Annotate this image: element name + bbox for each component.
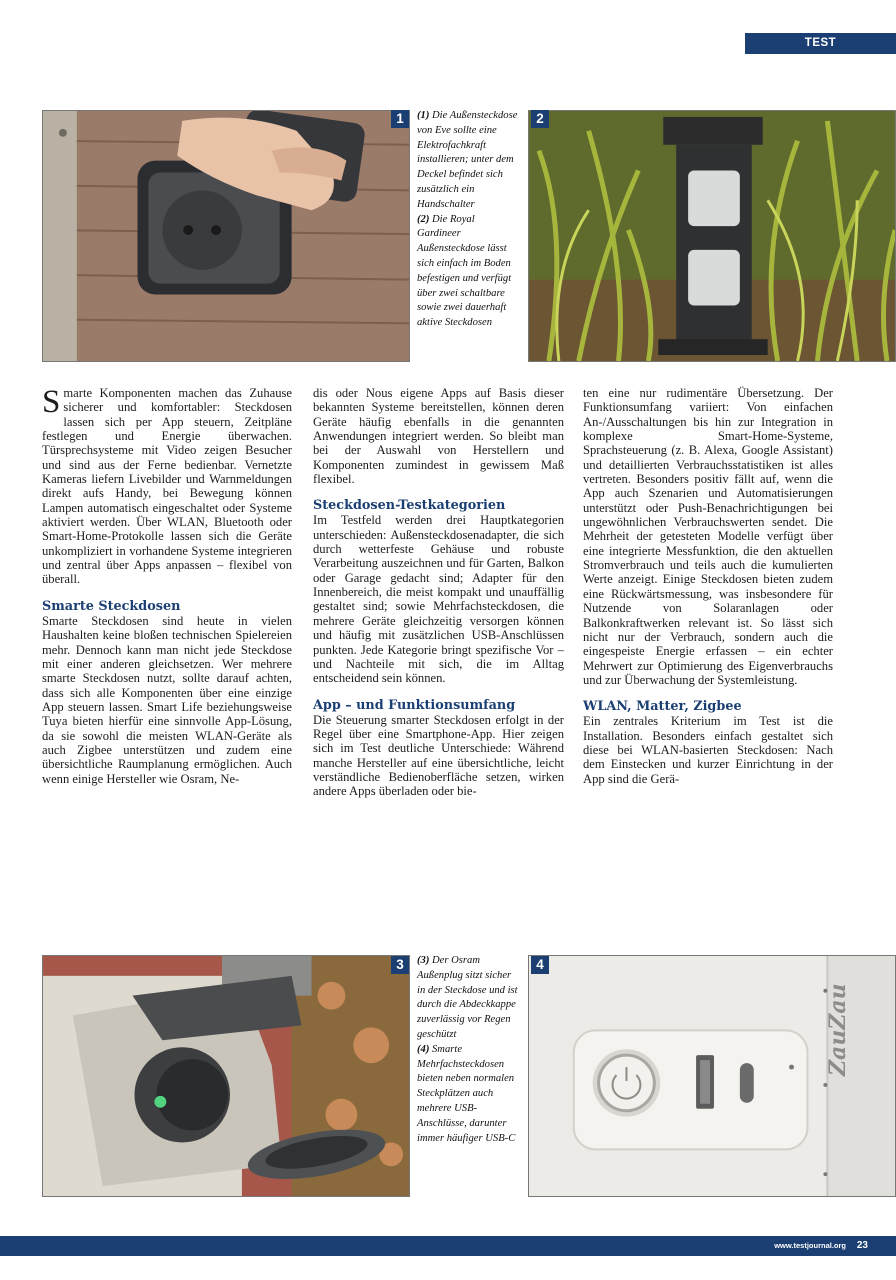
caption-3: [417, 954, 521, 1043]
heading-app-funktionsumfang: App – und Funktionsumfang: [313, 697, 516, 713]
caption-bottom: [417, 954, 521, 1146]
photo-4-brand-label: ZauZau: [825, 983, 851, 1076]
caption-2-number: (2): [417, 213, 430, 225]
paragraph-testkategorien: Im Testfeld werden drei Hauptkategorien unterschieden: Außensteckdosenadapter, die sich durch wetterfeste Gehäuse und robuste Verarbeitung auszeichnen und für Garten, Balkon oder Garage gedacht sind; Adapter für den Innenbereich, die meist kompakt und unauffällig gestaltet sind; sowie Mehrfachsteckdosen, die mehrere Geräte gleichzeitig versorgen können und häufig mit zusätzlichen USB-Anschlüssen punkten. Jede Kategorie bringt spezifische Vor – und Nachteile mit sich, die im Alltag entscheidend sein können.: [313, 513, 564, 686]
intro-paragraph: [42, 386, 292, 587]
paragraph-smarte-steckdosen-cont: dis oder Nous eigene Apps auf Basis dieser bekannten Systeme bereitstellen, können deren Geräte häufig ebenfalls in die genannten Anwendungen integriert werden. So bleibt man bei der Auswahl von Herstellern und Komponenten zumindest in gewissem Maß flexibel.: [313, 386, 564, 487]
photo-garden-socket-pillar: [528, 110, 896, 362]
heading-testkategorien: Steckdosen-Testkategorien: [313, 498, 506, 514]
paragraph-app-funktionsumfang: Die Steuerung smarter Steckdosen erfolgt in der Regel über eine Smartphone-App. Hier zeigen sich im Test deutliche Unterschiede: Während manche Hersteller auf eine übersichtliche, leicht verständliche Bedienoberfläche setzen, wirken andere Apps überladen oder bie-: [313, 712, 564, 799]
column-1: [42, 386, 292, 786]
paragraph-app-funktionsumfang-cont: ten eine nur rudimentäre Übersetzung. Der Funktionsumfang variiert: Von einfachen An-/Ausschaltungen bis hin zur Integration in komplexe Smart-Home-Systeme, Sprachsteuerung (z. B. Alexa, Google Assistant) und detaillierten Verbrauchsstatistiken ist alles vertreten. Besonders positiv fällt auf, wenn die App auch Szenarien und Automatisierungen unterstützt oder Push-Benachrichtigungen bei ungewöhnlichen Verbrauchswerten sendet. Die Mehrheit der getesteten Modelle verfügt über eine integrierte Messfunktion, die den aktuellen Stromverbrauch und teils auch die kumulierten Werte anzeigt. Einige Steckdosen bieten zudem eine Rückwärtsmessung, was insbesondere für Nutzende von Solaranlagen oder Balkonkraftwerken relevant ist. So lässt sich nicht nur der Verbrauch, sondern auch die eingespeiste Energie erfassen – ein echter Mehrwert zur Optimierung des Eigenverbrauchs und zur Überwachung der Systemleistung.: [583, 386, 833, 687]
caption-2-text: Die Royal Gardineer Außensteckdose lässt sich einfach im Boden befestigen und verfügt über zwei schaltbare sowie zwei dauerhaft aktive Steckdosen: [417, 213, 512, 329]
photo-osram-outdoor-plug: [42, 955, 410, 1197]
caption-2: [417, 213, 521, 331]
footer-bar: [0, 1236, 896, 1256]
photo-number-3: 3: [391, 956, 409, 974]
heading-smarte-steckdosen: Smarte Steckdosen: [42, 598, 181, 614]
caption-4-number: (4): [417, 1043, 430, 1055]
caption-top: [417, 109, 521, 331]
photo-number-4: 4: [531, 956, 549, 974]
page-number: 23: [856, 1240, 868, 1251]
caption-1: [417, 109, 521, 213]
caption-1-number: (1): [417, 110, 430, 121]
photo-power-strip-usb: [528, 955, 896, 1197]
footer-url[interactable]: www.testjournal.org: [774, 1241, 846, 1250]
photo-outdoor-socket-eve: [42, 110, 410, 362]
caption-4-text: Smarte Mehrfachsteckdosen bieten neben normalen Steckplätzen auch mehrere USB-Anschlüsse, darunter immer häufiger USB-C: [417, 1043, 516, 1144]
caption-1-text: Die Außensteckdose von Eve sollte eine Elektrofachkraft installieren; unter dem Deckel befindet sich zusätzlich ein Handschalter: [417, 110, 518, 210]
caption-3-text: Der Osram Außenplug sitzt sicher in der Steckdose und ist durch die Abdeckkappe zuverlässig vor Regen geschützt: [417, 955, 518, 1040]
drop-cap: S: [42, 384, 61, 420]
photo-number-1: 1: [391, 110, 409, 128]
caption-4: [417, 1043, 521, 1147]
intro-text: marte Komponenten machen das Zuhause sicherer und komfortabler: Steckdosen lassen sich per App steuern, Zeitpläne festlegen und Energie überwachen. Türsprechsysteme mit Video zeigen Besucher und sind aus der Ferne bedienbar. Vernetzte Kameras liefern Livebilder und Warnmeldungen direkt aufs Handy, bei Bewegung können Lampen automatisch eingeschaltet oder Systeme aktiviert werden. Über WLAN, Bluetooth oder Smart-Home-Protokolle lassen sich die Geräte unkompliziert in vorhandene Systeme integrieren und zentral über Apps anpassen – flexibel von überall.: [42, 386, 292, 587]
paragraph-smarte-steckdosen: Smarte Steckdosen sind heute in vielen Haushalten keine bloßen technischen Spielereien mehr. Dennoch kann man nicht jede Steckdose mit einer anderen gleichsetzen. Wer mehrere smarte Steckdosen nutzt, sollte darauf achten, dass sich alle Komponenten über eine einzige App steuern lassen. Smart Life beziehungsweise Tuya bieten hierfür eine sinnvolle App-Lösung, da sie sowohl die meisten WLAN-Geräte als auch Zigbee unterstützen und zudem eine übersichtliche Raumplanung ermöglichen. Auch wenn einige Hersteller wie Osram, Ne-: [42, 613, 292, 786]
column-2: [313, 386, 564, 799]
heading-wlan-matter-zigbee: WLAN, Matter, Zigbee: [583, 699, 742, 715]
section-tag: TEST: [745, 33, 896, 54]
column-3: [583, 386, 833, 786]
paragraph-wlan-matter-zigbee: Ein zentrales Kriterium im Test ist die Installation. Besonders einfach gestaltet sich diese bei WLAN-basierten Steckdosen: Nach dem Einstecken und kurzer Einrichtung in der App sind die Gerä-: [583, 714, 833, 786]
caption-3-number: (3): [417, 955, 430, 966]
photo-number-2: 2: [531, 110, 549, 128]
